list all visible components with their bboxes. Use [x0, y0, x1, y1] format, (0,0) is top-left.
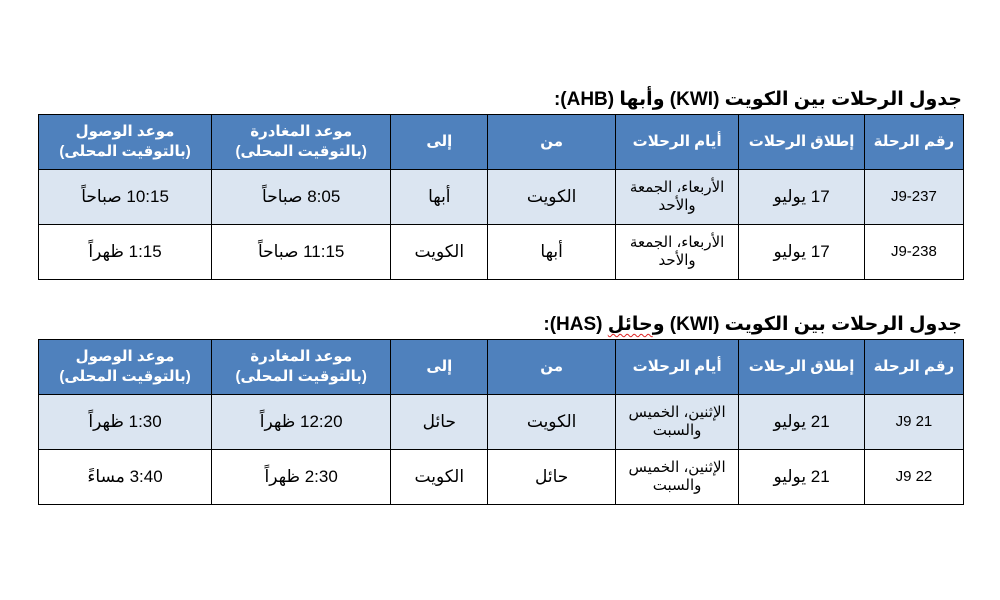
- header-launch: إطلاق الرحلات: [739, 340, 864, 395]
- flight-schedule-table: [38, 114, 964, 280]
- section-title: [38, 311, 964, 339]
- header-flight-no: رقم الرحلة: [864, 115, 963, 170]
- table-header-row: [39, 115, 964, 170]
- cell-to: الكويت: [391, 450, 488, 505]
- cell-to: أبها: [391, 170, 488, 225]
- cell-launch: 21 يوليو: [739, 450, 864, 505]
- cell-arrival: 1:15 ظهراً: [39, 225, 212, 280]
- cell-arrival: 1:30 ظهراً: [39, 395, 212, 450]
- cell-departure: 12:20 ظهراً: [212, 395, 391, 450]
- header-flight-no: رقم الرحلة: [864, 340, 963, 395]
- header-to: إلى: [391, 115, 488, 170]
- cell-flight-no: J9 21: [864, 395, 963, 450]
- cell-from: الكويت: [488, 170, 616, 225]
- header-arrival-line1: موعد الوصول: [75, 348, 175, 365]
- section-title: [38, 86, 964, 114]
- cell-arrival: 3:40 مساءً: [39, 450, 212, 505]
- header-arrival-line2: (بالتوقيت المحلى): [59, 368, 191, 385]
- title-city: حائل: [607, 314, 653, 335]
- cell-flight-no: J9-237: [864, 170, 963, 225]
- header-arrival: [39, 340, 212, 395]
- header-from: من: [488, 115, 616, 170]
- header-departure: [212, 340, 391, 395]
- flight-schedule-table: [38, 339, 964, 505]
- header-departure: [212, 115, 391, 170]
- title-suffix: (HAS):: [543, 314, 608, 335]
- title-suffix: (AHB):: [553, 89, 620, 110]
- cell-departure: 8:05 صباحاً: [212, 170, 391, 225]
- header-arrival-line2: (بالتوقيت المحلى): [59, 143, 191, 160]
- header-arrival-line1: موعد الوصول: [75, 123, 175, 140]
- header-from: من: [488, 340, 616, 395]
- title-prefix: جدول الرحلات بين الكويت (KWI) و: [652, 89, 962, 110]
- schedule-section-hail: [38, 311, 964, 505]
- header-departure-line2: (بالتوقيت المحلى): [235, 368, 367, 385]
- cell-days: الأربعاء، الجمعة والأحد: [615, 225, 738, 280]
- header-departure-line1: موعد المغادرة: [250, 123, 353, 140]
- cell-flight-no: J9 22: [864, 450, 963, 505]
- table-row: [39, 170, 964, 225]
- schedule-section-abha: [38, 86, 964, 280]
- header-to: إلى: [391, 340, 488, 395]
- cell-days: الأربعاء، الجمعة والأحد: [615, 170, 738, 225]
- cell-from: أبها: [488, 225, 616, 280]
- title-prefix: جدول الرحلات بين الكويت (KWI) و: [652, 314, 962, 335]
- cell-arrival: 10:15 صباحاً: [39, 170, 212, 225]
- table-header-row: [39, 340, 964, 395]
- header-days: أيام الرحلات: [615, 340, 738, 395]
- title-city: أبها: [619, 89, 653, 110]
- header-days: أيام الرحلات: [615, 115, 738, 170]
- table-row: [39, 225, 964, 280]
- cell-from: حائل: [488, 450, 616, 505]
- cell-departure: 2:30 ظهراً: [212, 450, 391, 505]
- header-launch: إطلاق الرحلات: [739, 115, 864, 170]
- cell-days: الإثنين، الخميس والسبت: [615, 395, 738, 450]
- cell-launch: 17 يوليو: [739, 225, 864, 280]
- cell-to: الكويت: [391, 225, 488, 280]
- cell-days: الإثنين، الخميس والسبت: [615, 450, 738, 505]
- header-departure-line1: موعد المغادرة: [250, 348, 353, 365]
- cell-from: الكويت: [488, 395, 616, 450]
- table-row: [39, 450, 964, 505]
- table-row: [39, 395, 964, 450]
- cell-departure: 11:15 صباحاً: [212, 225, 391, 280]
- cell-launch: 21 يوليو: [739, 395, 864, 450]
- cell-to: حائل: [391, 395, 488, 450]
- header-arrival: [39, 115, 212, 170]
- header-departure-line2: (بالتوقيت المحلى): [235, 143, 367, 160]
- cell-flight-no: J9-238: [864, 225, 963, 280]
- cell-launch: 17 يوليو: [739, 170, 864, 225]
